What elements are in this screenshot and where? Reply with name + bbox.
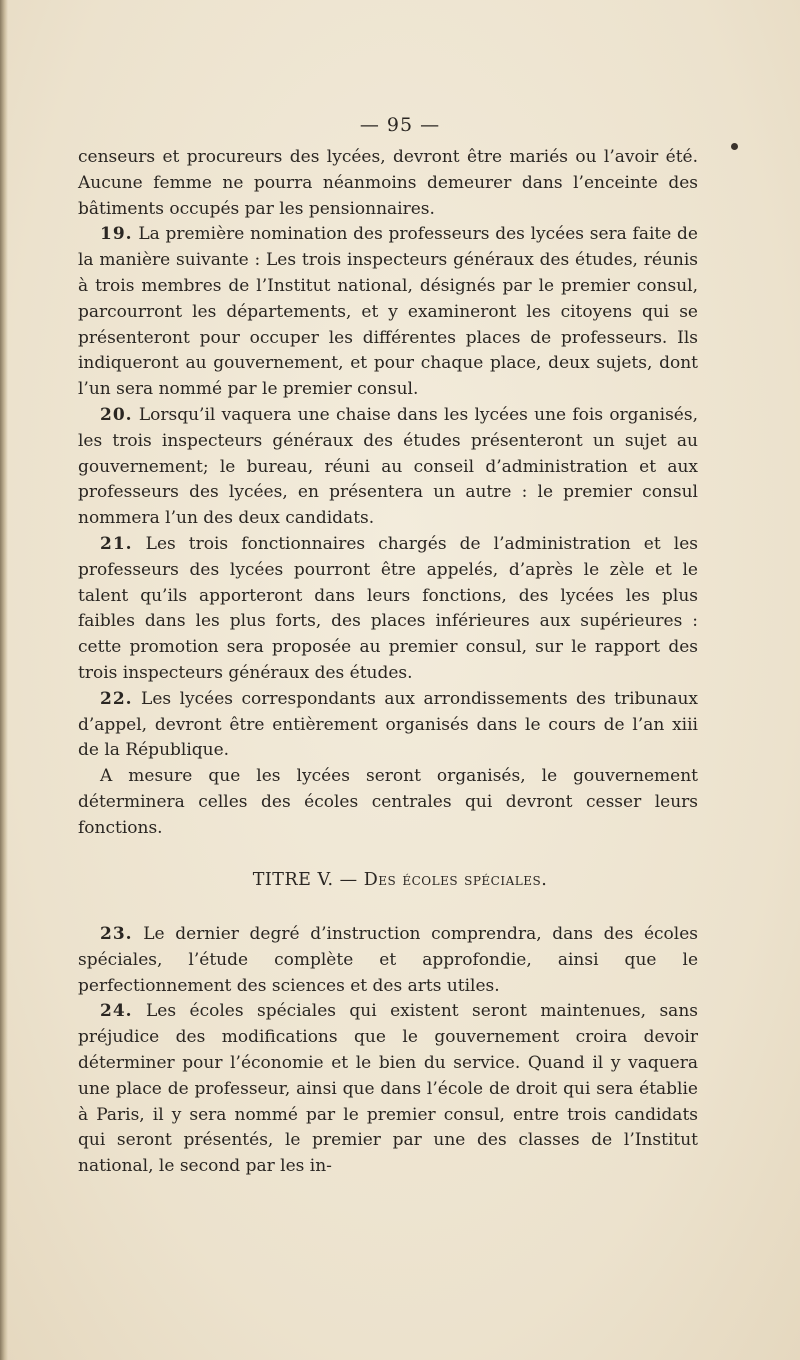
article-number: 22. (100, 688, 133, 709)
article-number: 24. (100, 1001, 133, 1022)
article-number: 21. (100, 533, 133, 554)
section-title: Des écoles spéciales. (363, 870, 548, 890)
article-number: 19. (100, 224, 133, 245)
ink-spot (731, 143, 738, 150)
article-19: 19. La première nomination des professeurs des lycées sera faite de la manière suivante : Les trois inspecteurs généraux des études, réunis à trois membres de l’Institut national, désignés par le premier consul, parcourront les départements, et y examineront les citoyens qui se présenteront pour occuper les différentes places de professeurs. Ils indiqueront au gouvernement, et pour chaque place, deux sujets, dont l’un sera nommé par le premier consul. (78, 224, 698, 400)
article-21: 21. Les trois fonctionnaires chargés de l’administration et les professeurs des lycées pourront être appelés, d’après le zèle et le talent qu’ils apporteront dans leurs fonctions, des lycées les plus faibles dans les plus forts, des places inférieures aux supérieures : cette promotion sera proposée au premier consul, sur le rapport des trois inspecteurs généraux des études. (78, 533, 698, 683)
paragraph-continued: censeurs et procureurs des lycées, devront être mariés ou l’avoir été. Aucune femme ne pourra néanmoins demeurer dans l’enceinte des bâtiments occupés par les pensionnaires. (78, 147, 698, 219)
article-20: 20. Lorsqu’il vaquera une chaise dans les lycées une fois organisés, les trois inspecteurs généraux des études présenteront un sujet au gouvernement; le bureau, réuni au conseil d’administration et aux professeurs des lycées, en présentera un autre : le premier consul nommera l’un des deux candidats. (78, 404, 698, 529)
paragraph-closing: A mesure que les lycées seront organisés, le gouvernement déterminera celles des écoles centrales qui devront cesser leurs fonctions. (78, 766, 698, 838)
article-24: 24. Les écoles spéciales qui existent seront maintenues, sans préjudice des modifications que le gouvernement croira devoir déterminer pour l’économie et le bien du service. Quand il y vaquera une place de professeur, ainsi que dans l’école de droit qui sera établie à Paris, il y sera nommé par le premier consul, entre trois candidats qui seront présentés, le premier par une des classes de l’Institut national, le second par les in- (78, 1001, 698, 1177)
page-number: — 95 — (359, 114, 441, 136)
article-23: 23. Le dernier degré d’instruction comprendra, dans des écoles spéciales, l’étude complète et approfondie, ainsi que le perfectionnement des sciences et des arts utiles. (78, 924, 698, 996)
article-body-2 (78, 922, 698, 1180)
article-22: 22. Les lycées correspondants aux arrondissements des tribunaux d’appel, devront être entièrement organisés dans le cours de l’an xiii de la République. (78, 688, 698, 761)
page-edge-shadow (0, 0, 8, 1360)
section-heading (0, 870, 800, 890)
article-number: 20. (100, 404, 133, 425)
section-title-prefix: TITRE V. — (252, 870, 364, 890)
article-number: 23. (100, 924, 133, 944)
article-body (78, 145, 698, 842)
